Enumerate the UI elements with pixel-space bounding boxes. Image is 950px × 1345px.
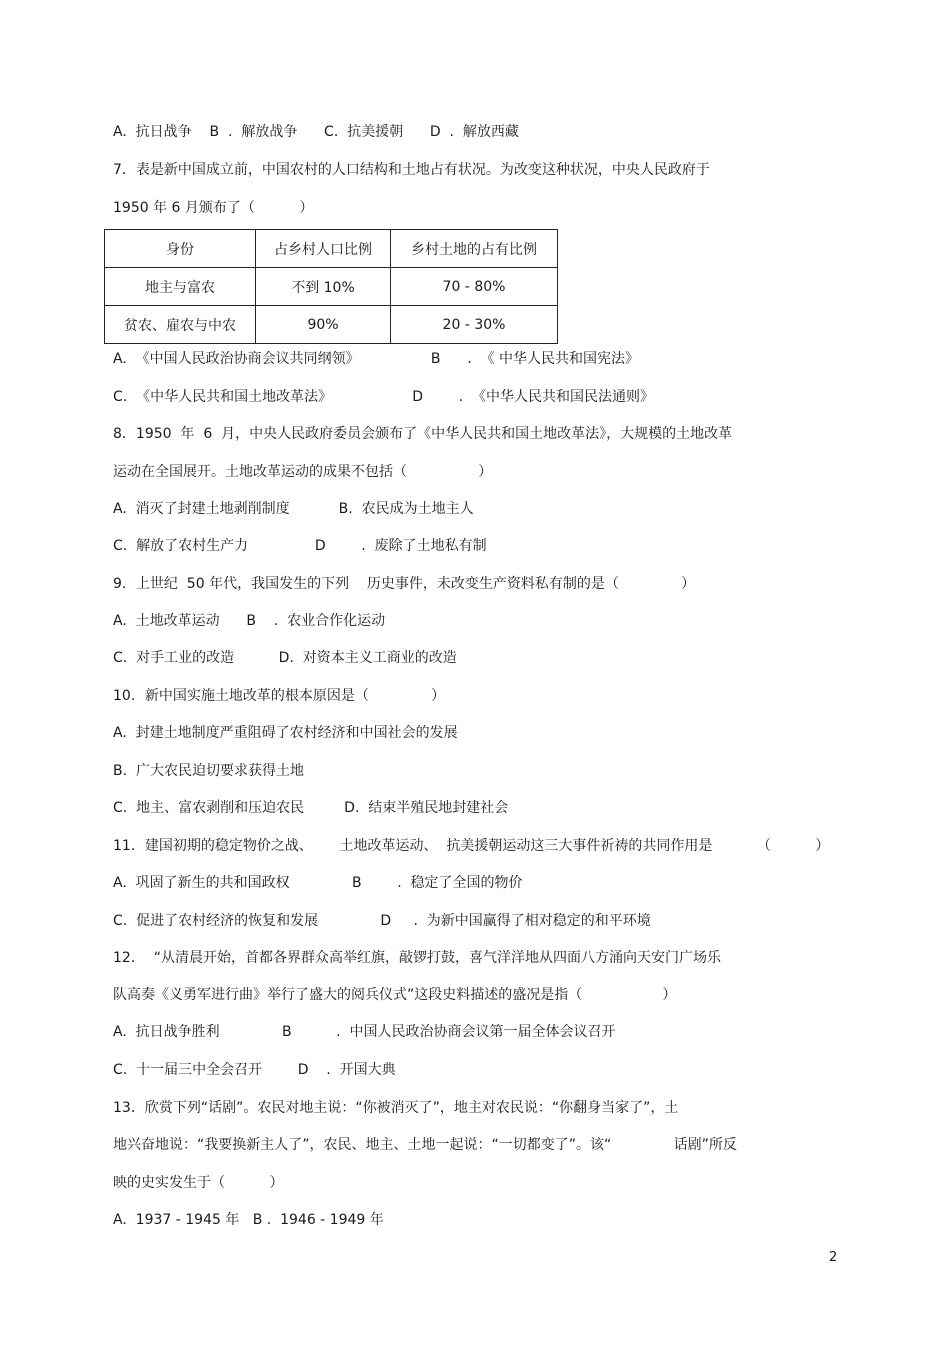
q11-options-cd: C. 促进了农村经济的恢复和发展 D . 为新中国赢得了相对稳定的和平环境 [113,913,651,929]
table-header-cell: 乡村土地的占有比例 [391,230,558,268]
page-number: 2 [829,1250,838,1265]
table-cell: 地主与富农 [105,268,256,306]
q12-stem-line2: 队高奏《义勇军进行曲》举行了盛大的阅兵仪式”这段史料描述的盛况是指（ ） [113,987,677,1003]
q10-stem: 10．新中国实施土地改革的根本原因是（ ） [113,688,446,704]
q9-options-cd: C. 对手工业的改造 D. 对资本主义工商业的改造 [113,650,457,666]
q13-stem-line1: 13．欣赏下列“话剧”。农民对地主说：“你被消灭了”，地主对农民说：“你翻身当家了”，土 [113,1100,679,1116]
q6-options: A. 抗日战争 B . 解放战争 C. 抗美援朝 D . 解放西藏 [113,124,519,140]
q8-options-ab: A. 消灭了封建土地剥削制度 B. 农民成为土地主人 [113,501,474,517]
q8-options-cd: C. 解放了农村生产力 D . 废除了土地私有制 [113,538,487,554]
q7-stem-line2: 1950 年 6 月颁布了（ ） [113,200,314,216]
q13-options-ab: A. 1937 - 1945 年 B . 1946 - 1949 年 [113,1212,384,1228]
q9-stem: 9．上世纪 50 年代，我国发生的下列 历史事件，未改变生产资料私有制的是（ ） [113,576,696,592]
q11-options-ab: A. 巩固了新生的共和国政权 B . 稳定了全国的物价 [113,875,523,891]
table-header-cell: 身份 [105,230,256,268]
table-cell: 70 - 80% [391,268,558,306]
land-ownership-table [104,229,558,344]
table-row [105,268,558,306]
q10-options-cd: C. 地主、富农剥削和压迫农民 D. 结束半殖民地封建社会 [113,800,509,816]
q12-options-ab: A. 抗日战争胜利 B . 中国人民政治协商会议第一届全体会议召开 [113,1024,616,1040]
table-header-cell: 占乡村人口比例 [256,230,391,268]
table-cell: 20 - 30% [391,306,558,344]
q7-options-ab: A. 《中国人民政治协商会议共同纲领》 B . 《 中华人民共和国宪法》 [113,351,639,367]
q11-stem: 11．建国初期的稳定物价之战、 土地改革运动、 抗美援朝运动这三大事件祈祷的共同作用是 （ ） [113,838,830,854]
table-cell: 90% [256,306,391,344]
q8-stem-line1: 8．1950 年 6 月，中央人民政府委员会颁布了《中华人民共和国土地改革法》，大规模的土地改革 [113,426,733,442]
q9-options-ab: A. 土地改革运动 B . 农业合作化运动 [113,613,386,629]
table-row [105,306,558,344]
q10-option-a: A. 封建土地制度严重阻碍了农村经济和中国社会的发展 [113,725,458,741]
q13-stem-line2: 地兴奋地说：“我要换新主人了”，农民、地主、土地一起说：“一切都变了”。该“ 话剧”所反 [113,1137,737,1153]
table-cell: 贫农、雇农与中农 [105,306,256,344]
q12-stem-line1: 12． “从清晨开始，首都各界群众高举红旗，敲锣打鼓，喜气洋洋地从四面八方涌向天安门广场乐 [113,950,721,966]
q8-stem-line2: 运动在全国展开。土地改革运动的成果不包括（ ） [113,464,493,480]
q7-stem-line1: 7．表是新中国成立前，中国农村的人口结构和土地占有状况。为改变这种状况，中央人民政府于 [113,162,710,178]
table-header-row [105,230,558,268]
q10-option-b: B. 广大农民迫切要求获得土地 [113,763,304,779]
table-cell: 不到 10% [256,268,391,306]
q7-options-cd: C. 《中华人民共和国土地改革法》 D . 《中华人民共和国民法通则》 [113,389,654,405]
q13-stem-line3: 映的史实发生于（ ） [113,1175,284,1191]
q12-options-cd: C. 十一届三中全会召开 D . 开国大典 [113,1062,396,1078]
